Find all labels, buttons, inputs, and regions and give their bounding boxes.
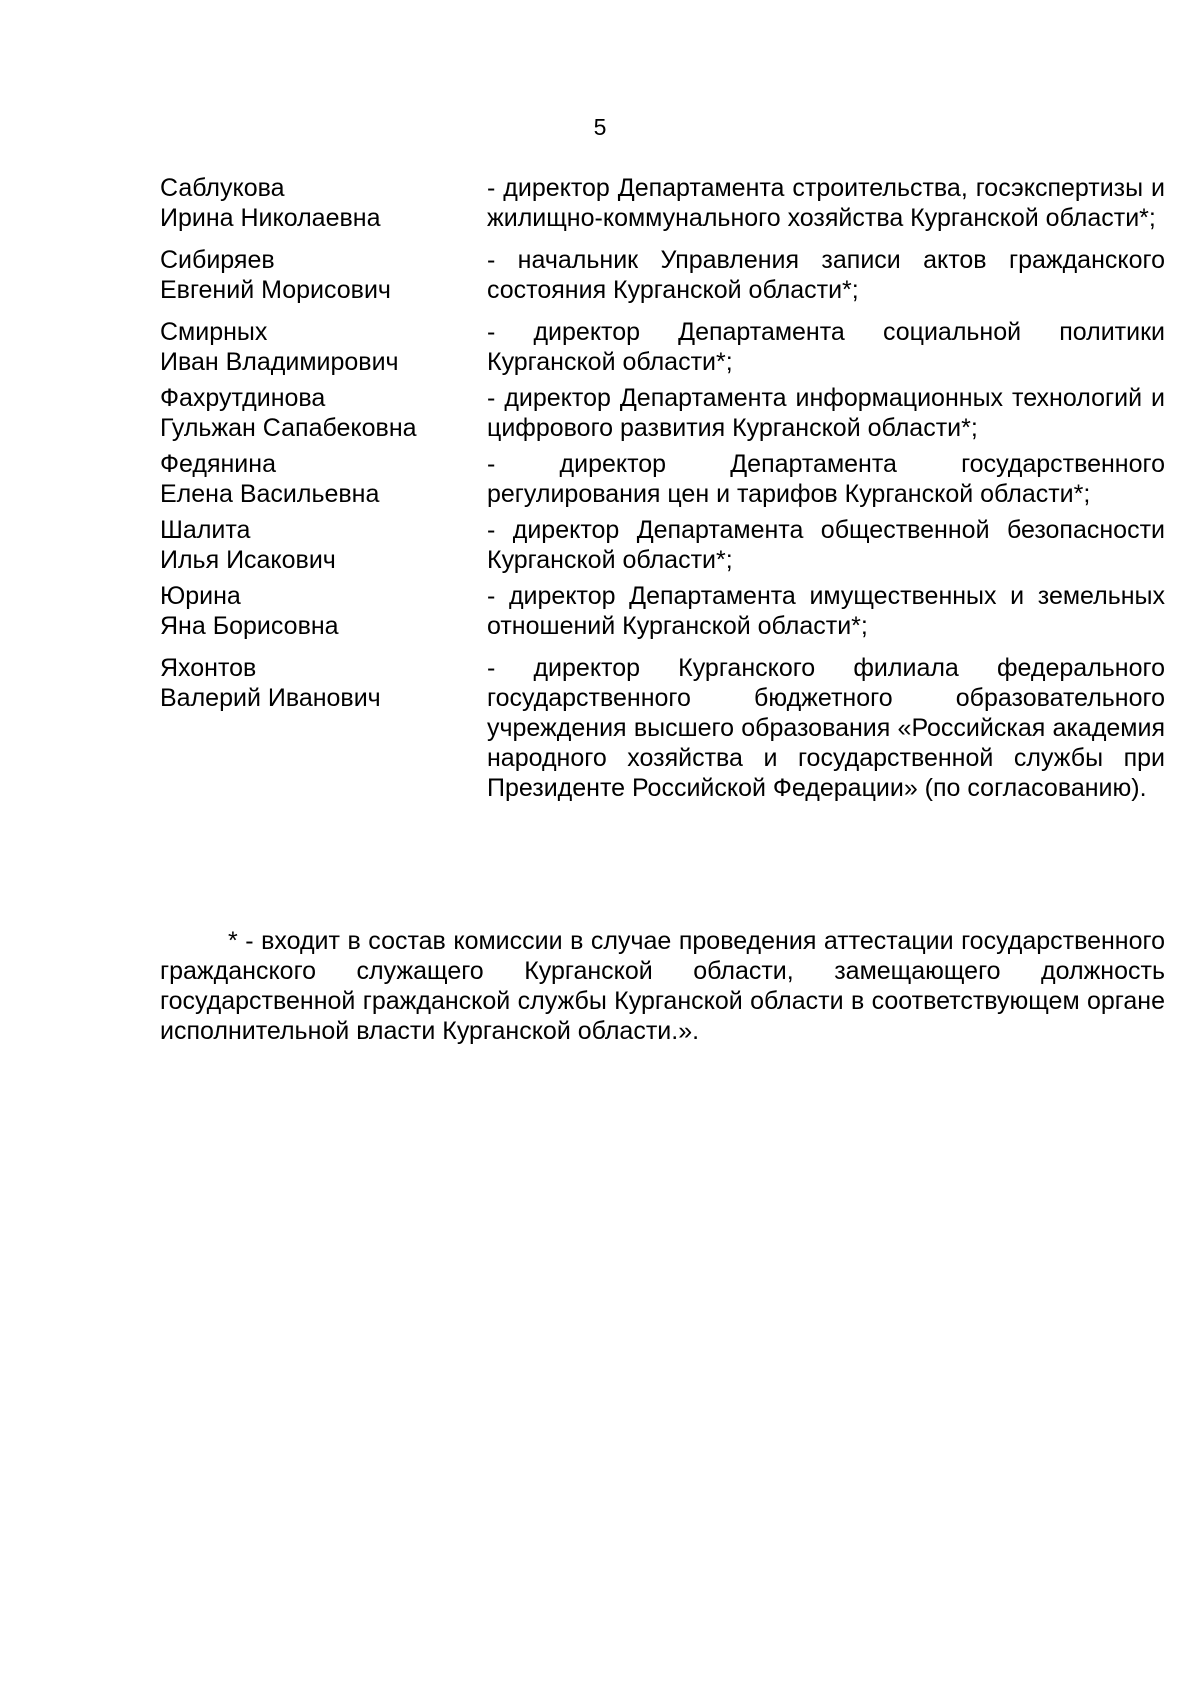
member-row: [160, 449, 1165, 509]
member-position: - директор Департамента социальной политики Курганской области*;: [487, 318, 1165, 376]
member-position: - директор Департамента государственного регулирования цен и тарифов Курганской области*;: [487, 450, 1165, 508]
member-name: [160, 581, 487, 641]
member-given-name: Ирина Николаевна: [160, 204, 381, 232]
member-surname: Яхонтов: [160, 654, 257, 682]
member-name: [160, 173, 487, 233]
member-surname: Федянина: [160, 450, 276, 478]
member-row: [160, 245, 1165, 305]
member-surname: Смирных: [160, 318, 268, 346]
member-given-name: Илья Исакович: [160, 546, 336, 574]
member-row: [160, 173, 1165, 233]
member-position: - начальник Управления записи актов гражданского состояния Курганской области*;: [487, 246, 1165, 304]
member-surname: Шалита: [160, 516, 251, 544]
member-position: - директор Департамента строительства, госэкспертизы и жилищно-коммунального хозяйства Курганской области*;: [487, 174, 1165, 232]
member-row: [160, 317, 1165, 377]
member-surname: Юрина: [160, 582, 241, 610]
member-name: [160, 449, 487, 509]
member-position: - директор Департамента информационных технологий и цифрового развития Курганской области*;: [487, 384, 1165, 442]
member-given-name: Яна Борисовна: [160, 612, 339, 640]
member-name: [160, 515, 487, 575]
member-surname: Саблукова: [160, 174, 285, 202]
member-row: [160, 653, 1165, 803]
commission-roster: [160, 173, 1165, 809]
member-position: - директор Департамента общественной безопасности Курганской области*;: [487, 516, 1165, 574]
member-position: - директор Департамента имущественных и земельных отношений Курганской области*;: [487, 582, 1165, 640]
member-row: [160, 581, 1165, 641]
page-number: 5: [593, 114, 607, 140]
member-given-name: Валерий Иванович: [160, 684, 381, 712]
member-name: [160, 245, 487, 305]
member-row: [160, 515, 1165, 575]
member-row: [160, 383, 1165, 443]
member-surname: Фахрутдинова: [160, 384, 326, 412]
member-name: [160, 383, 487, 443]
member-name: [160, 317, 487, 377]
member-given-name: Гульжан Сапабековна: [160, 414, 417, 442]
member-position: - директор Курганского филиала федерального государственного бюджетного образовательного учреждения высшего образования «Российская академия народного хозяйства и государственной службы при Президенте Российской Федерации» (по согласованию).: [487, 654, 1165, 802]
member-name: [160, 653, 487, 713]
footnote: * - входит в состав комиссии в случае проведения аттестации государственного гражданского служащего Курганской области, замещающего должность государственной гражданской службы Курганской области в соответствующем органе исполнительной власти Курганской области.».: [160, 927, 1165, 1045]
member-given-name: Елена Васильевна: [160, 480, 380, 508]
member-given-name: Иван Владимирович: [160, 348, 399, 376]
member-given-name: Евгений Морисович: [160, 276, 391, 304]
member-surname: Сибиряев: [160, 246, 275, 274]
